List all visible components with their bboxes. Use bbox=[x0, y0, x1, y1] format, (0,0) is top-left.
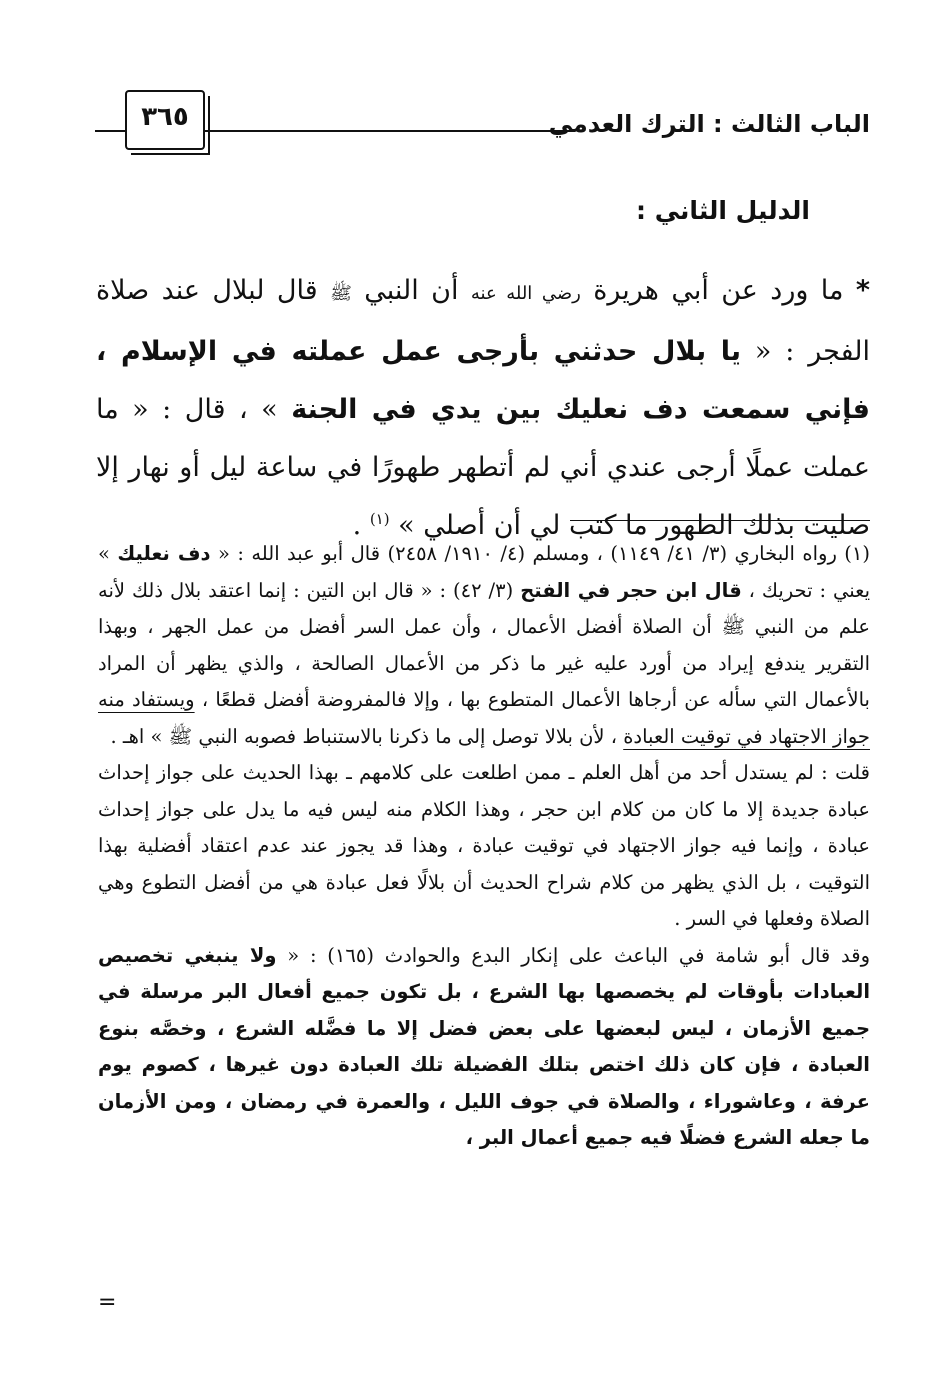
hadith-intro-3: قال لبلال عند صلاة الفجر : « bbox=[96, 275, 870, 367]
hadith-question: يا بلال حدثني بأرجى عمل عملته في الإسلام ، فإني سمعت دف نعليك بين يدي في الجنة bbox=[96, 336, 870, 425]
abu-shama-intro: وقد قال أبو شامة في الباعث على إنكار البدع والحوادث (١٦٥) : « bbox=[276, 943, 870, 967]
footnote-1-underlined: ويستفاد منه جواز الاجتهاد في توقيت العبادة bbox=[98, 688, 870, 748]
author-comment: قلت : لم يستدل أحد من أهل العلم ـ ممن اطلعت على كلامهم ـ بهذا الحديث على جواز إحداث عبادة جديدة إلا ما كان من كلام ابن حجر ، وهذا الكلام منه ليس فيه ما يدل على جواز إحداث عبادة ، وإنما فيه جواز الاجتهاد في توقيت عبادة ، وهذا قد يجوز عند عدم اعتقاد أفضلية بهذا التوقيت ، بل الذي يظهر من كلام شراح الحديث أن بلالًا فعل عبادة هي من أفضل التطوع وهي الصلاة وفعلها في السر . bbox=[98, 761, 870, 930]
honorific-salla: ﷺ bbox=[330, 283, 352, 304]
footnote-1-source: (١) رواه البخاري (٣/ ٤١/ ١١٤٩) ، ومسلم (٤/ ١٩١٠/ ٢٤٥٨) قال أبو عبد الله : « bbox=[210, 542, 871, 565]
footnote-1-end: ، لأن بلالا توصل إلى ما ذكرنا بالاستنباط فصوبه النبي ﷺ » اهـ . bbox=[110, 724, 624, 748]
honorific-radiallahu: رضي الله عنه bbox=[470, 283, 581, 304]
running-title: الباب الثالث : الترك العدمي bbox=[548, 110, 870, 138]
continuation-mark: = bbox=[98, 1290, 117, 1315]
footnotes bbox=[98, 536, 870, 1157]
hadith-intro-1: ما ورد عن أبي هريرة bbox=[580, 275, 856, 306]
abu-shama-text: ولا ينبغي تخصيص العبادات بأوقات لم يخصصها بها الشرع ، بل تكون جميع أفعال البر مرسلة في جميع الأزمان ، ليس لبعضها على بعض فضل إلا ما فضَّله الشرع ، وخصَّه بنوع العبادة ، فإن كان ذلك اختص بتلك الفضيلة تلك العبادة دون غيرها ، كصوم يوم عرفة ، وعاشوراء ، والصلاة في جوف الليل ، والعمرة في رمضان ، ومن الأزمان ما جعله الشرع فضلًا فيه جميع أعمال البر ، bbox=[98, 943, 870, 1149]
header-rule bbox=[205, 130, 575, 132]
asterisk-marker: * bbox=[855, 275, 870, 306]
footnote-1-ibn-hajar: قال ابن حجر في الفتح bbox=[520, 578, 742, 602]
footnote-1-gloss: » يعني : تحريك ، bbox=[98, 542, 871, 602]
footnote-1-term: دف نعليك bbox=[117, 542, 211, 565]
page-number-box bbox=[125, 90, 205, 150]
page-number: ٣٦٥ bbox=[141, 102, 189, 132]
footnote-1-quote: (٣/ ٤٢) : « قال ابن التين : إنما اعتقد بلال ذلك لأنه علم من النبي ﷺ أن الصلاة أفضل الأعمال ، وأن عمل السر أفضل من عمل الجهر ، وبهذا التقرير يندفع إيراد من أورد عليه غير ما ذكر من الأعمال الصالحة ، والذي يظهر أن المراد بالأعمال التي سأله عن أرجاها الأعمال المتطوع بها ، وإلا فالمفروضة أفضل قطعًا ، bbox=[98, 578, 870, 711]
footnote-separator bbox=[570, 520, 870, 521]
hadith-intro-2: أن النبي bbox=[351, 275, 471, 306]
page-header bbox=[95, 90, 870, 152]
abu-shama-quote bbox=[98, 938, 870, 1157]
footnote-ref: (١) bbox=[369, 510, 390, 528]
section-title: الدليل الثاني : bbox=[636, 196, 810, 225]
header-rule-left bbox=[95, 130, 125, 132]
hadith-end: . bbox=[352, 510, 370, 541]
hadith-paragraph bbox=[96, 262, 870, 555]
footnote-1 bbox=[98, 536, 870, 755]
hadith-answer: » ، قال : « ما عملت عملًا أرجى عندي أني لم أتطهر طهورًا في ساعة ليل أو نهار إلا صليت بذلك الطهور ما كتب لي أن أصلي » bbox=[96, 394, 870, 541]
